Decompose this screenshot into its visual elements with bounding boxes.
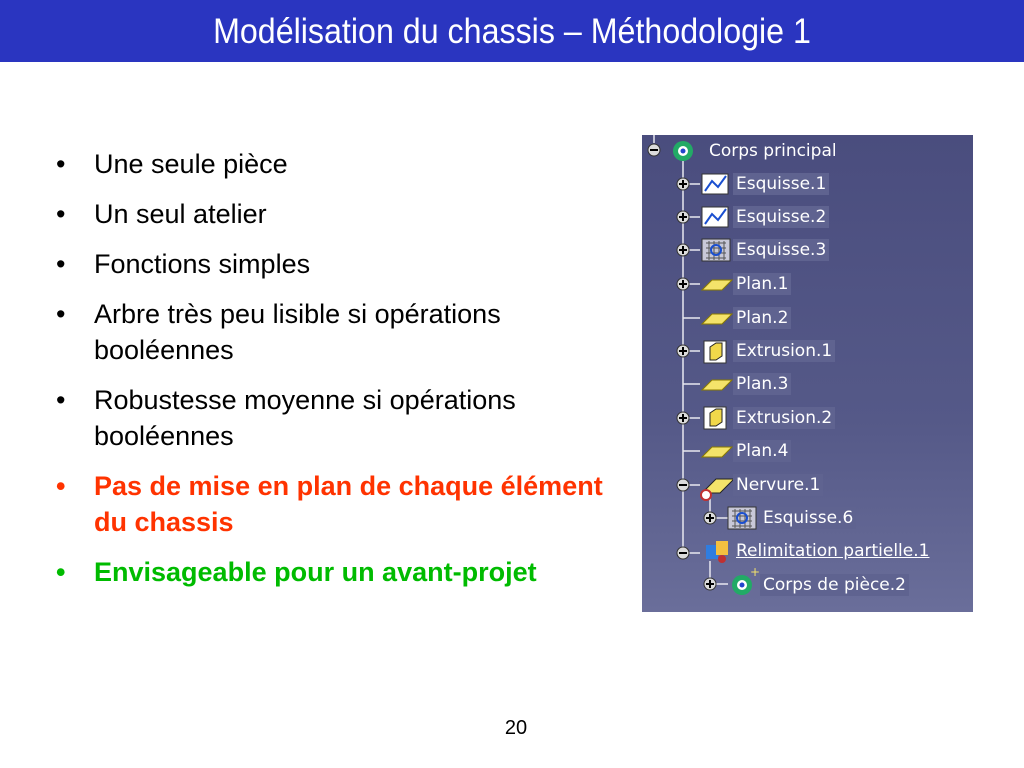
extrusion-icon [704,341,726,363]
bullet-item [52,296,642,368]
sketch-grid-icon [728,507,756,529]
tree-node-label[interactable]: Corps principal [709,141,837,161]
bullet-dot: • [56,249,66,279]
bullet-text: Une seule pièce [94,149,288,179]
bullet-dot: • [56,299,66,329]
bullet-text: Un seul atelier [94,199,267,229]
body-gear-icon [732,565,760,595]
expand-icon [677,278,689,290]
bullet-list [52,146,642,604]
extrusion-icon [704,407,726,429]
bullet-text: Envisageable pour un avant-projet [94,557,537,587]
tree-node-label[interactable]: Corps de pièce.2 [760,574,909,596]
collapse-icon [677,479,689,491]
sketch-icon [702,174,728,194]
bullet-text: Arbre très peu lisible si opérations booléennes [94,299,501,365]
collapse-icon [677,547,689,559]
title-bar [0,0,1024,62]
bullet-item [52,246,642,282]
sketch-grid-icon [702,239,730,261]
bullet-item [52,146,642,182]
tree-node-label[interactable]: Esquisse.3 [733,239,829,261]
bullet-text: Fonctions simples [94,249,311,279]
expand-icon [704,512,716,524]
body-gear-icon [673,141,693,161]
expand-icon [677,244,689,256]
expand-icon [677,211,689,223]
rib-icon [701,479,734,500]
bullet-dot: • [56,385,66,415]
plane-icon [702,380,732,390]
bullet-text: Robustesse moyenne si opérations booléennes [94,385,516,451]
bullet-dot: • [56,471,66,501]
tree-node-label[interactable]: Esquisse.1 [733,173,829,195]
sketch-icon [702,207,728,227]
plane-icon [702,447,732,457]
bullet-dot: • [56,149,66,179]
expand-icon [704,578,716,590]
bullet-item [52,196,642,232]
tree-node-label[interactable]: Extrusion.2 [733,407,835,429]
tree-node-label[interactable]: Plan.2 [733,307,791,329]
tree-node-label[interactable]: Relimitation partielle.1 [736,541,930,561]
bullet-dot: • [56,199,66,229]
tree-node-label[interactable]: Esquisse.6 [760,507,856,529]
expand-icon [677,345,689,357]
expand-icon [677,178,689,190]
tree-node-label[interactable]: Plan.1 [733,273,791,295]
tree-node-label[interactable]: Plan.4 [733,440,791,462]
expand-icon [677,412,689,424]
page-number: 20 [504,717,528,739]
plane-icon [702,280,732,290]
bullet-item-highlight-red [52,468,642,540]
bullet-item [52,382,642,454]
collapse-icon [648,144,660,156]
specification-tree [642,135,973,612]
bullet-text: Pas de mise en plan de chaque élément du chassis [94,471,603,537]
tree-node-label[interactable]: Esquisse.2 [733,206,829,228]
tree-node-label[interactable]: Plan.3 [733,373,791,395]
trim-icon [706,541,728,563]
tree-node-label[interactable]: Nervure.1 [733,474,823,496]
bullet-dot: • [56,557,66,587]
svg-text:+: + [750,565,761,579]
slide-title: Modélisation du chassis – Méthodologie 1 [213,12,811,51]
tree-node-label[interactable]: Extrusion.1 [733,340,835,362]
bullet-item-highlight-green [52,554,642,590]
plane-icon [702,314,732,324]
